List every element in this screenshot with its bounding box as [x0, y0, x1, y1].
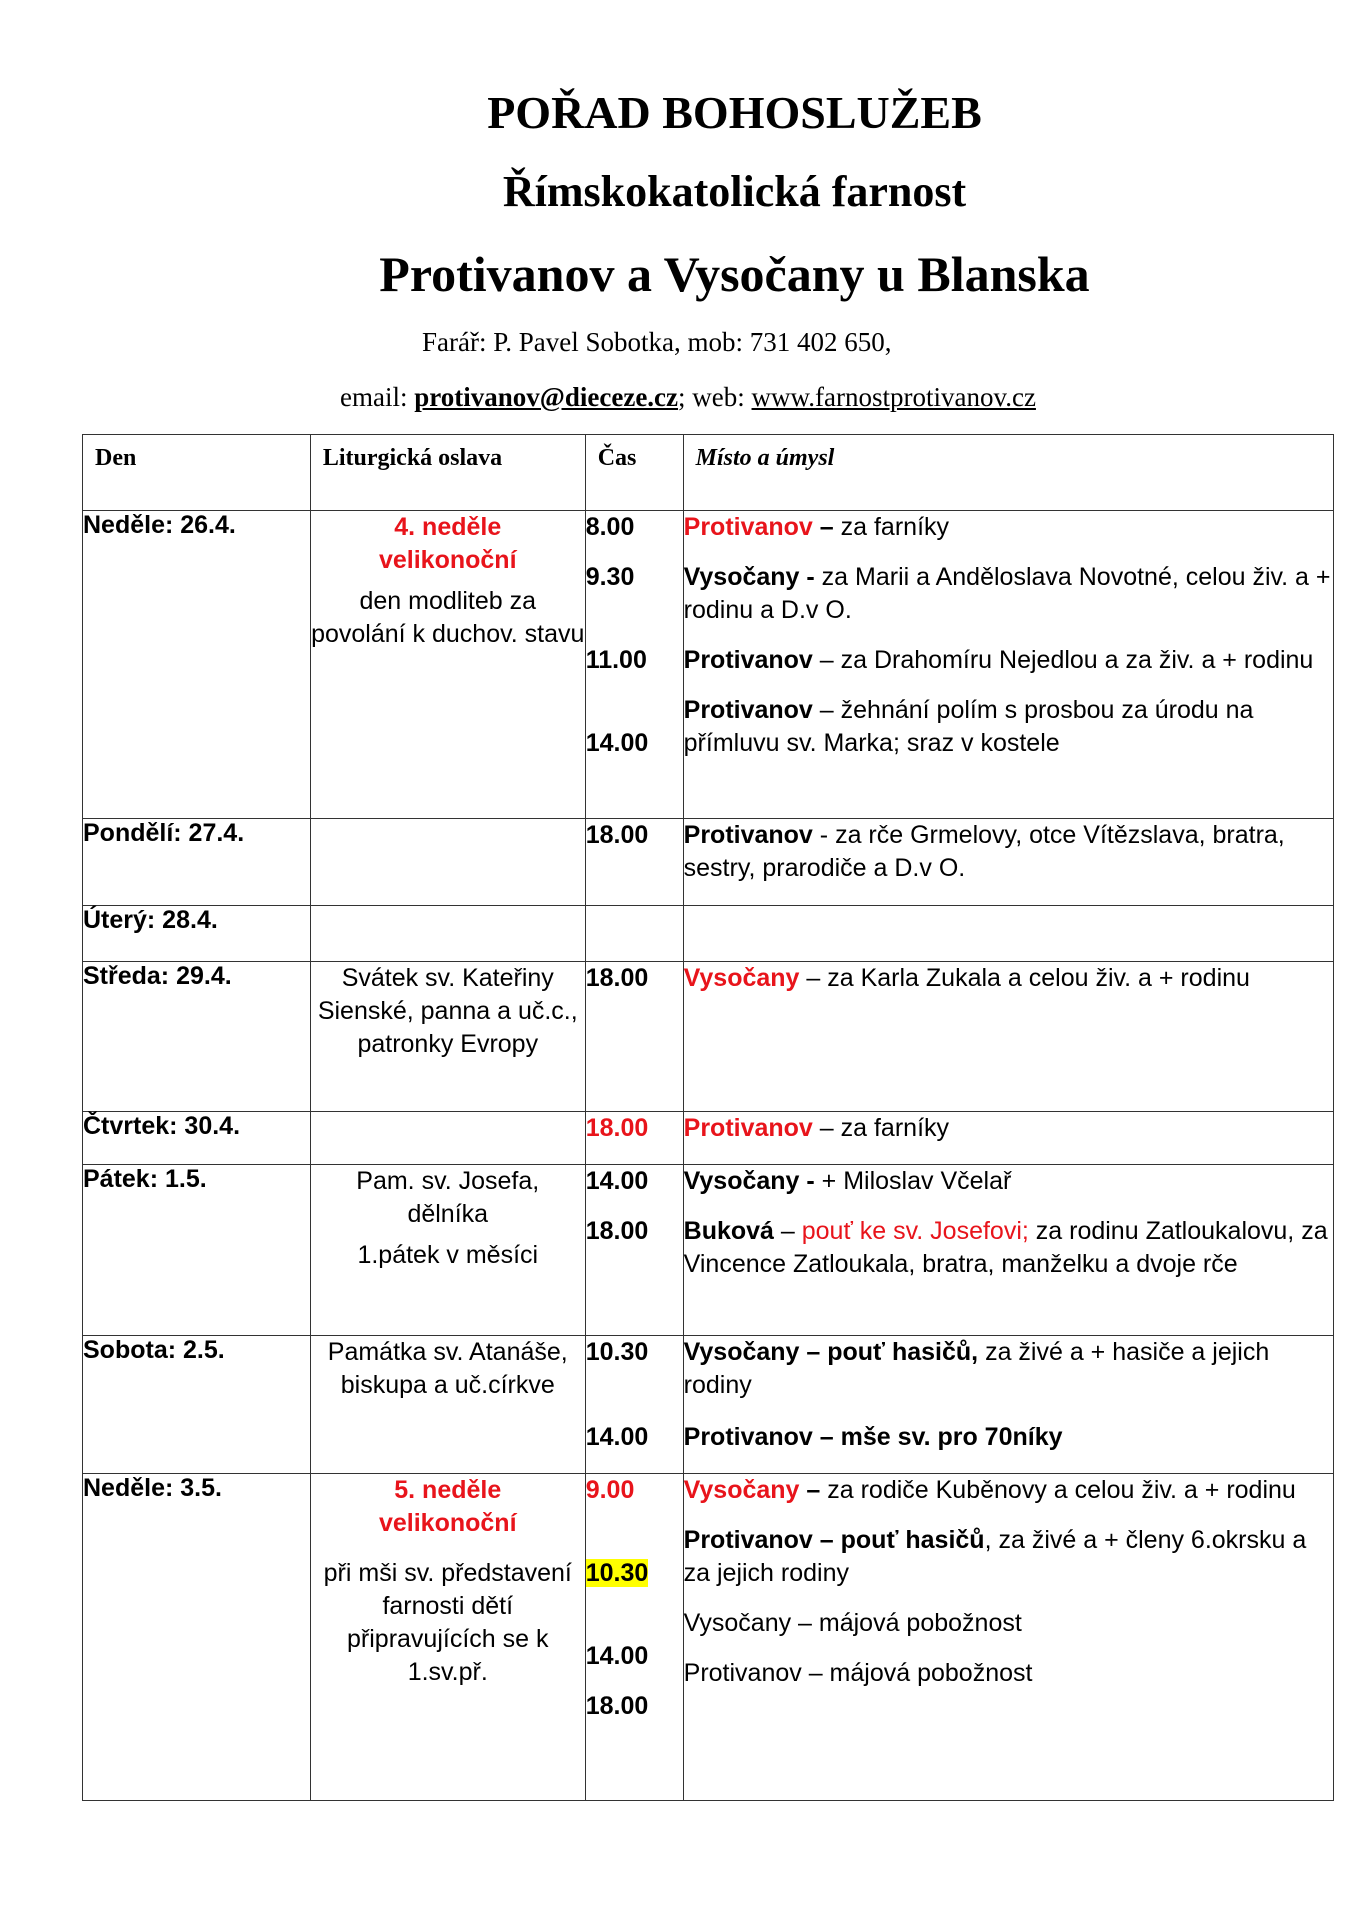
day-cell: Pondělí: 27.4.: [83, 819, 311, 906]
email-link[interactable]: protivanov@dieceze.cz: [414, 382, 679, 412]
intention-text: za farníky: [840, 1114, 950, 1142]
mass-time: 9.00: [585, 1476, 635, 1504]
place-name: Buková: [683, 1217, 774, 1245]
place-name: Protivanov – mše sv. pro 70níky: [683, 1423, 1063, 1451]
table-row: [83, 906, 1334, 962]
place-cell: [683, 962, 1333, 1112]
liturgy-feast: 5. neděle velikonoční: [378, 1476, 517, 1537]
mass-time: 18.00: [585, 821, 649, 849]
separator: –: [799, 964, 828, 992]
mass-time: 18.00: [585, 1692, 649, 1720]
parish-subtitle: Římskokatolická farnost: [502, 167, 967, 216]
intention-text: za farníky: [840, 513, 950, 541]
intention-text: + Miloslav Včelař: [821, 1167, 1012, 1195]
place-cell: [683, 511, 1333, 819]
intention-text: za rodinu Zatloukalovu, za Vincence Zatloukala, bratra, manželku a dvoje rče: [683, 1217, 1328, 1278]
separator: -: [812, 821, 836, 849]
liturgy-feast: 4. neděle velikonoční: [378, 513, 517, 574]
place-name: Vysočany: [683, 1476, 800, 1504]
separator: –: [773, 1217, 802, 1245]
table-row: [83, 1474, 1334, 1801]
day-cell: Neděle: 3.5.: [83, 1474, 311, 1801]
mass-time: 18.00: [585, 1217, 649, 1245]
liturgy-cell: [310, 1474, 585, 1801]
table-row: [83, 511, 1334, 819]
mass-entry: [684, 694, 1333, 760]
time-cell: [585, 819, 683, 906]
intention-text: za Karla Zukala a celou živ. a + rodinu: [827, 964, 1250, 992]
mass-time-highlighted: 10.30: [585, 1559, 649, 1587]
col-header-time: Čas: [585, 435, 683, 511]
liturgy-cell: [310, 1165, 585, 1336]
mass-entry: [684, 1421, 1333, 1454]
day-cell: Čtvrtek: 30.4.: [83, 1112, 311, 1165]
schedule-table: [82, 434, 1334, 1801]
parish-name: Protivanov a Vysočany u Blanska: [379, 246, 1090, 302]
place-name: Protivanov: [683, 1114, 813, 1142]
day-cell: Úterý: 28.4.: [83, 906, 311, 962]
place-name: Protivanov: [683, 646, 813, 674]
intention-text: za Marii a Anděloslava Novotné, celou živ. a + rodinu a D.v O.: [683, 563, 1331, 624]
time-cell: [585, 511, 683, 819]
intention-text: za živé a + hasiče a jejich rodiny: [683, 1338, 1270, 1399]
mass-time: 14.00: [585, 729, 649, 757]
place-name: Vysočany – pouť hasičů,: [683, 1338, 979, 1366]
liturgy-note: Svátek sv. Kateřiny Sienské, panna a uč.c., patronky Evropy: [317, 964, 578, 1058]
table-header-row: [83, 435, 1334, 511]
time-cell: [585, 962, 683, 1112]
place-name: Vysočany – májová pobožnost: [683, 1609, 1022, 1637]
place-cell: [683, 1474, 1333, 1801]
separator: –: [812, 646, 841, 674]
day-cell: Středa: 29.4.: [83, 962, 311, 1112]
mass-entry: [684, 1524, 1333, 1590]
liturgy-cell: [310, 962, 585, 1112]
separator: –: [812, 1114, 841, 1142]
separator: –: [812, 513, 841, 541]
day-cell: Sobota: 2.5.: [83, 1336, 311, 1474]
col-header-liturgy: Liturgická oslava: [310, 435, 585, 511]
time-cell: [585, 1474, 683, 1801]
place-cell: [683, 1336, 1333, 1474]
pilgrimage-text: pouť ke sv. Josefovi;: [801, 1217, 1029, 1245]
day-cell: Pátek: 1.5.: [83, 1165, 311, 1336]
liturgy-cell: [310, 1112, 585, 1165]
col-header-den: Den: [83, 435, 311, 511]
mass-entry: [684, 1474, 1333, 1507]
intention-text: za rče Grmelovy, otce Vítězslava, bratra, sestry, prarodiče a D.v O.: [683, 821, 1285, 882]
separator: –: [799, 1476, 828, 1504]
place-name: Protivanov – pouť hasičů: [683, 1526, 985, 1554]
mass-time: 18.00: [585, 1114, 649, 1142]
web-label: ; web:: [678, 382, 752, 412]
intention-text: žehnání polím s prosbou za úrodu na přímluvu sv. Marka; sraz v kostele: [683, 696, 1254, 757]
mass-entry: [684, 561, 1333, 627]
place-name: Protivanov: [683, 696, 813, 724]
page-title: POŘAD BOHOSLUŽEB: [487, 87, 982, 138]
table-row: [83, 1336, 1334, 1474]
place-name: Vysočany: [683, 563, 800, 591]
table-row: [83, 819, 1334, 906]
place-name: Vysočany: [683, 964, 800, 992]
liturgy-note: Pam. sv. Josefa, dělníka: [356, 1167, 540, 1228]
liturgy-cell: [310, 819, 585, 906]
table-row: [83, 1165, 1334, 1336]
table-row: [83, 1112, 1334, 1165]
priest-contact: Farář: P. Pavel Sobotka, mob: 731 402 650,: [422, 327, 892, 357]
mass-time: 14.00: [585, 1423, 649, 1451]
web-link[interactable]: www.farnostprotivanov.cz: [751, 382, 1036, 412]
liturgy-note: den modliteb za povolání k duchov. stavu: [311, 587, 585, 648]
contact-links: [340, 382, 1036, 413]
separator: -: [799, 563, 822, 591]
mass-entry: [684, 1112, 1333, 1145]
mass-time: 8.00: [585, 513, 635, 541]
time-cell: [585, 1336, 683, 1474]
intention-text: za rodiče Kuběnovy a celou živ. a + rodinu: [827, 1476, 1296, 1504]
mass-entry: [684, 819, 1333, 885]
mass-entry: [684, 1336, 1333, 1402]
place-name: Vysočany: [683, 1167, 800, 1195]
intention-text: , za živé a + členy 6.okrsku a za jejich rodiny: [683, 1526, 1307, 1587]
separator: –: [812, 696, 841, 724]
place-name: Protivanov: [683, 821, 813, 849]
mass-time: 14.00: [585, 1167, 649, 1195]
email-label: email:: [340, 382, 415, 412]
day-cell: Neděle: 26.4.: [83, 511, 311, 819]
mass-time: 14.00: [585, 1642, 649, 1670]
liturgy-cell: [310, 906, 585, 962]
place-name: Protivanov – májová pobožnost: [683, 1659, 1033, 1687]
time-cell: [585, 1165, 683, 1336]
mass-time: 9.30: [585, 563, 635, 591]
mass-entry: [684, 644, 1333, 677]
liturgy-cell: [310, 511, 585, 819]
place-cell: [683, 819, 1333, 906]
mass-entry: [684, 1215, 1333, 1281]
liturgy-cell: [310, 1336, 585, 1474]
col-header-place: Místo a úmysl: [683, 435, 1333, 511]
mass-entry: [684, 1607, 1333, 1640]
mass-time: 10.30: [585, 1338, 649, 1366]
mass-entry: [684, 1657, 1333, 1690]
mass-entry: [684, 962, 1333, 995]
table-row: [83, 962, 1334, 1112]
place-name: Protivanov: [683, 513, 813, 541]
mass-time: 18.00: [585, 964, 649, 992]
intention-text: za Drahomíru Nejedlou a za živ. a + rodinu: [840, 646, 1314, 674]
liturgy-note: při mši sv. představení farnosti dětí připravujících se k 1.sv.př.: [323, 1559, 572, 1686]
place-cell: [683, 906, 1333, 962]
liturgy-note-2: 1.pátek v měsíci: [357, 1241, 539, 1269]
place-cell: [683, 1112, 1333, 1165]
mass-time: 11.00: [585, 646, 647, 674]
time-cell: [585, 1112, 683, 1165]
time-cell: [585, 906, 683, 962]
separator: -: [799, 1167, 822, 1195]
place-cell: [683, 1165, 1333, 1336]
mass-entry: [684, 1165, 1333, 1198]
liturgy-note: Památka sv. Atanáše, biskupa a uč.církve: [327, 1338, 568, 1399]
mass-entry: [684, 511, 1333, 544]
